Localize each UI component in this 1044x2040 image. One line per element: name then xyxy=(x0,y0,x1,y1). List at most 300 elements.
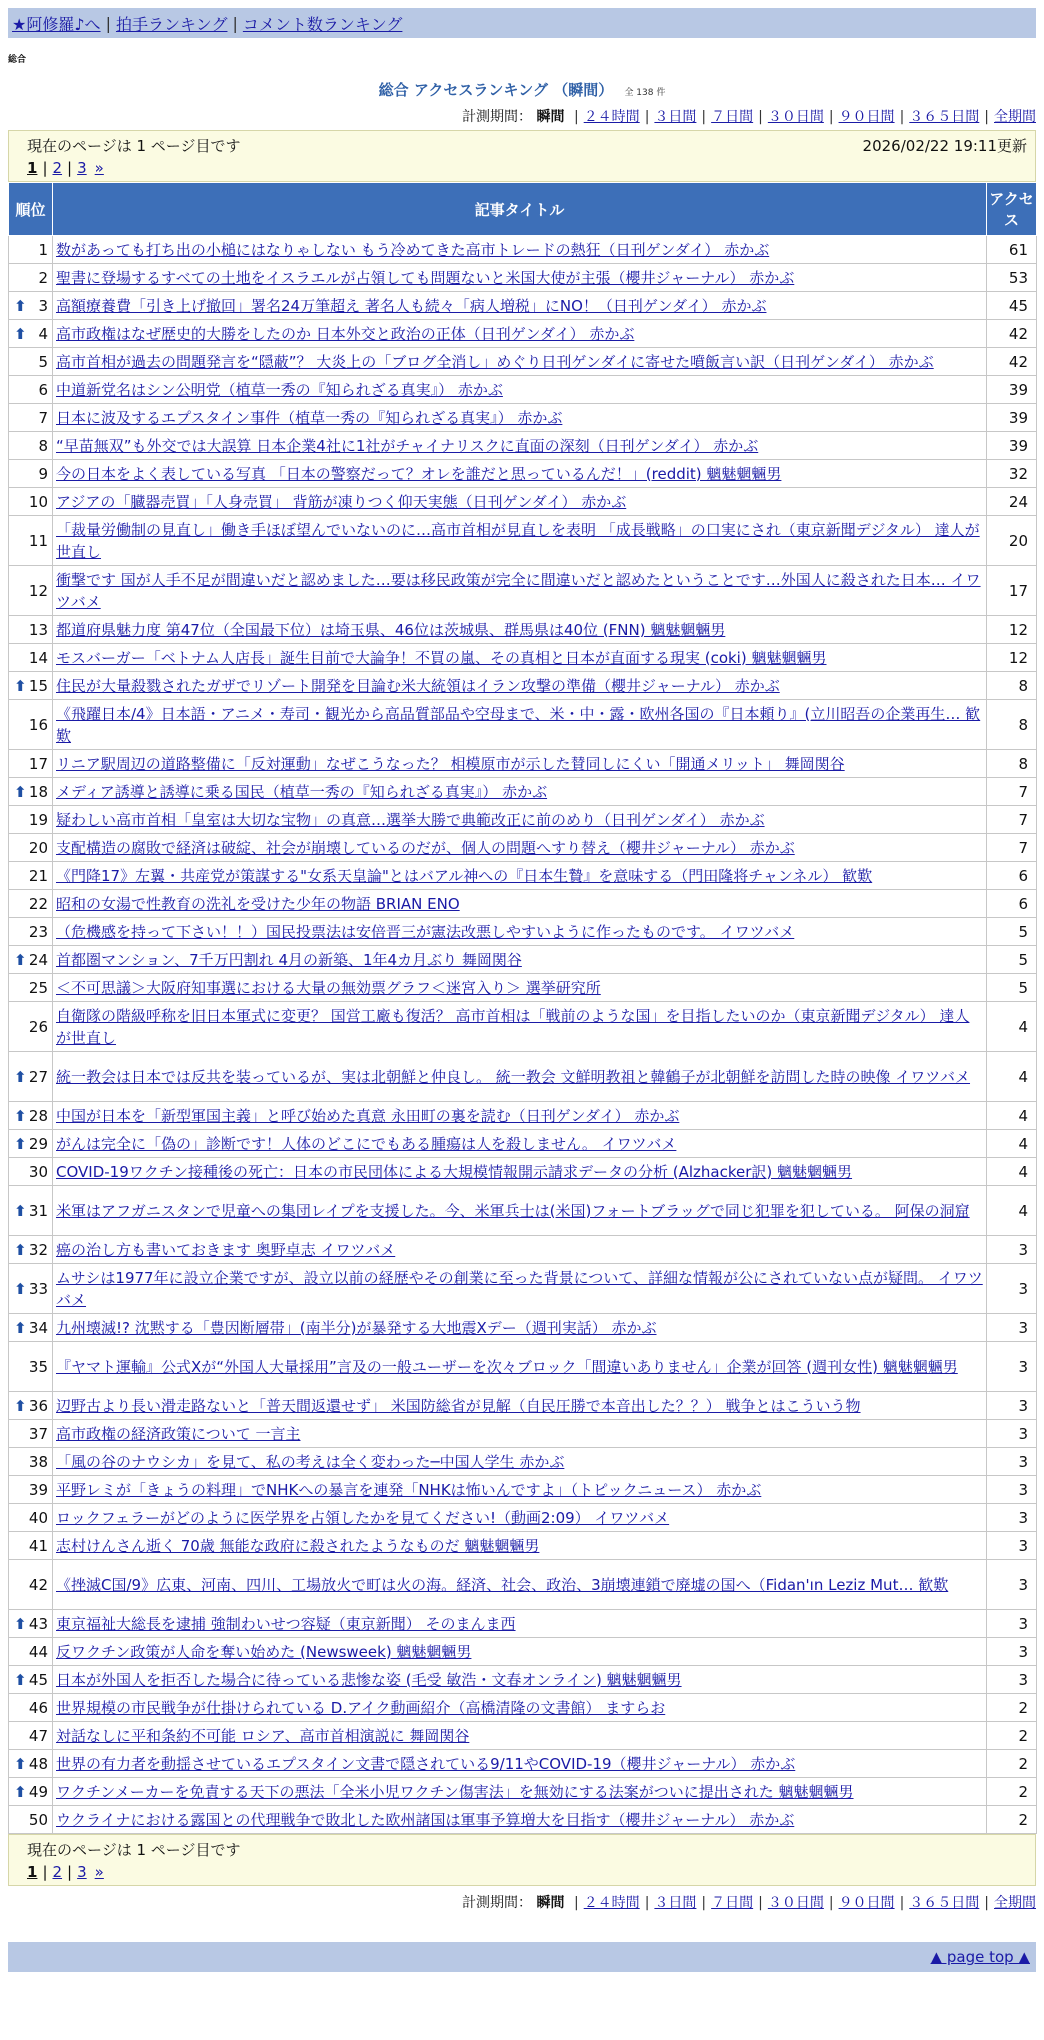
table-row xyxy=(9,778,1037,806)
rank-number: 18 xyxy=(28,782,48,801)
rank-cell xyxy=(9,1236,53,1264)
access-count: 32 xyxy=(987,460,1037,488)
table-row xyxy=(9,264,1037,292)
access-count: 8 xyxy=(987,700,1037,750)
article-title-link[interactable]: “早苗無双”も外交では大誤算 日本企業4社に1社がチャイナリスクに直面の深刻（日刊ゲンダイ） 赤かぶ xyxy=(56,436,759,455)
access-count: 39 xyxy=(987,404,1037,432)
access-count: 20 xyxy=(987,516,1037,566)
title-cell xyxy=(53,376,987,404)
rank-cell xyxy=(9,1420,53,1448)
rank-number: 50 xyxy=(28,1810,48,1829)
rank-cell xyxy=(9,566,53,616)
rank-number: 22 xyxy=(28,894,48,913)
updated-timestamp: 2026/02/22 19:11更新 xyxy=(862,136,1027,155)
period-link[interactable]: ３日間 xyxy=(654,109,697,125)
rank-number: 2 xyxy=(38,268,48,287)
article-title-link[interactable]: 聖書に登場するすべての土地をイスラエルが占領しても問題ないと米国大使が主張（櫻井ジャーナル） 赤かぶ xyxy=(56,268,795,287)
article-title-link[interactable]: 昭和の女湯で性教育の洗礼を受けた少年の物語 BRIAN ENO xyxy=(56,894,460,913)
period-link[interactable]: ９０日間 xyxy=(838,109,895,125)
article-title-link[interactable]: 《門降17》左翼・共産党が策謀する"女系天皇論"とはバアル神への『日本生贄』を意味する（門田隆将チャンネル） 歓歎 xyxy=(56,866,873,885)
article-title-link[interactable]: 日本に波及するエプスタイン事件（植草一秀の『知られざる真実』） 赤かぶ xyxy=(56,408,563,427)
period-separator: | xyxy=(573,1895,579,1911)
article-title-link[interactable]: 平野レミが「きょうの料理」でNHKへの暴言を連発「NHKは怖いんですよ」（トピックニュース） 赤かぶ xyxy=(56,1480,762,1499)
col-header-count: アクセス xyxy=(987,183,1037,236)
access-count: 24 xyxy=(987,488,1037,516)
access-count: 3 xyxy=(987,1392,1037,1420)
table-row xyxy=(9,862,1037,890)
access-count: 7 xyxy=(987,778,1037,806)
title-cell xyxy=(53,750,987,778)
table-row xyxy=(9,1420,1037,1448)
clap-ranking-link[interactable]: 拍手ランキング xyxy=(115,14,228,34)
home-link[interactable]: ★阿修羅♪へ xyxy=(12,14,101,34)
rank-up-arrow-icon: ⬆ xyxy=(14,296,27,315)
page-link-2[interactable]: 2 xyxy=(52,159,63,177)
title-cell xyxy=(53,1778,987,1806)
page-separator: | xyxy=(42,1863,48,1881)
table-row xyxy=(9,1342,1037,1392)
article-title-link[interactable]: 《飛躍日本/4》日本語・アニメ・寿司・観光から高品質部品や空母まで、米・中・露・欧州各国の『日本頼り』(立川昭吾の企業再生… 歓歎 xyxy=(56,704,981,745)
access-count: 53 xyxy=(987,264,1037,292)
col-header-rank: 順位 xyxy=(9,183,53,236)
rank-cell xyxy=(9,1666,53,1694)
rank-cell xyxy=(9,1264,53,1314)
access-count: 2 xyxy=(987,1722,1037,1750)
article-title-link[interactable]: 統一教会は日本では反共を装っているが、実は北朝鮮と仲良し。 統一教会 文鮮明教祖と韓鶴子が北朝鮮を訪問した時の映像 イワツバメ xyxy=(56,1067,971,1086)
rank-up-arrow-icon: ⬆ xyxy=(14,676,27,695)
page-top-link[interactable]: ▲ page top ▲ xyxy=(930,1948,1030,1966)
ranking-title: 総合 アクセスランキング （瞬間） xyxy=(378,81,614,99)
table-row xyxy=(9,1476,1037,1504)
rank-cell xyxy=(9,644,53,672)
rank-number: 5 xyxy=(38,352,48,371)
period-separator: | xyxy=(828,1895,834,1911)
table-row xyxy=(9,1722,1037,1750)
period-link[interactable]: ３６５日間 xyxy=(909,1895,980,1911)
rank-cell xyxy=(9,946,53,974)
access-count: 2 xyxy=(987,1806,1037,1834)
period-link[interactable]: ３日間 xyxy=(654,1895,697,1911)
rank-up-arrow-icon: ⬆ xyxy=(14,1240,27,1259)
period-link[interactable]: 全期間 xyxy=(994,1895,1036,1911)
access-count: 5 xyxy=(987,918,1037,946)
page-separator: | xyxy=(67,1863,73,1881)
rank-number: 31 xyxy=(28,1201,48,1220)
rank-number: 45 xyxy=(28,1670,48,1689)
title-cell xyxy=(53,1102,987,1130)
rank-cell xyxy=(9,460,53,488)
table-row xyxy=(9,1002,1037,1052)
article-title-link[interactable]: 高市政権の経済政策について 一言主 xyxy=(56,1424,301,1443)
table-row xyxy=(9,566,1037,616)
period-selector-top xyxy=(0,106,1036,126)
table-row xyxy=(9,946,1037,974)
rank-up-arrow-icon: ⬆ xyxy=(14,1782,27,1801)
rank-cell xyxy=(9,1750,53,1778)
rank-cell xyxy=(9,750,53,778)
rank-number: 24 xyxy=(28,950,48,969)
title-cell xyxy=(53,1052,987,1102)
title-cell xyxy=(53,1638,987,1666)
rank-number: 14 xyxy=(28,648,48,667)
rank-number: 23 xyxy=(28,922,48,941)
title-cell xyxy=(53,1342,987,1392)
page-link-3-bottom[interactable]: 3 xyxy=(77,1863,87,1881)
article-title-link[interactable]: 《挫滅C国/9》広東、河南、四川、工場放火で町は火の海。経済、社会、政治、3崩壊連鎖で廃墟の国へ（Fidan'ın Leziz Mut… 歓歎 xyxy=(56,1575,949,1594)
title-cell xyxy=(53,1806,987,1834)
title-cell xyxy=(53,1420,987,1448)
genre-label: 総合 xyxy=(8,55,27,65)
rank-cell xyxy=(9,1532,53,1560)
rank-cell xyxy=(9,1186,53,1236)
access-count: 39 xyxy=(987,432,1037,460)
rank-cell xyxy=(9,1806,53,1834)
table-row xyxy=(9,834,1037,862)
access-count: 2 xyxy=(987,1778,1037,1806)
title-cell xyxy=(53,1694,987,1722)
rank-number: 11 xyxy=(28,531,48,550)
rank-number: 6 xyxy=(38,380,48,399)
period-link[interactable]: 全期間 xyxy=(994,109,1036,125)
rank-cell xyxy=(9,1504,53,1532)
rank-cell xyxy=(9,1158,53,1186)
table-row xyxy=(9,1314,1037,1342)
article-title-link[interactable]: 「風の谷のナウシカ」を見て、私の考えは全く変わった─中国人学生 赤かぶ xyxy=(56,1452,565,1471)
article-title-link[interactable]: （危機感を持って下さい！！）国民投票法は安倍晋三が憲法改悪しやすいように作ったものです。 イワツバメ xyxy=(56,922,795,941)
title-cell xyxy=(53,1610,987,1638)
title-cell xyxy=(53,1236,987,1264)
article-title-link[interactable]: 住民が大量殺戮されたガザでリゾート開発を目論む米大統領はイラン攻撃の準備（櫻井ジャーナル） 赤かぶ xyxy=(56,676,780,695)
period-link[interactable]: ２４時間 xyxy=(583,1895,640,1911)
access-count: 3 xyxy=(987,1504,1037,1532)
access-count: 8 xyxy=(987,750,1037,778)
table-row xyxy=(9,488,1037,516)
article-title-link[interactable]: 東京福祉大総長を逮捕 強制わいせつ容疑（東京新聞） そのまんま西 xyxy=(56,1614,516,1633)
article-title-link[interactable]: ワクチンメーカーを免責する天下の悪法「全米小児ワクチン傷害法」を無効にする法案がついに提出された 魑魅魍魎男 xyxy=(56,1782,854,1801)
period-selector-bottom xyxy=(0,1892,1036,1912)
next-page-link[interactable]: » xyxy=(94,159,104,177)
period-separator: | xyxy=(573,109,579,125)
article-title-link[interactable]: がんは完全に「偽の」診断です！人体のどこにでもある腫瘍は人を殺しません。 イワツバメ xyxy=(56,1134,677,1153)
rank-up-arrow-icon: ⬆ xyxy=(14,950,27,969)
article-title-link[interactable]: 九州壊滅!? 沈黙する「豊因断層帯」(南半分)が暴発する大地震Xデー（週刊実話） 赤かぶ xyxy=(56,1318,657,1337)
table-row xyxy=(9,1560,1037,1610)
table-row xyxy=(9,1504,1037,1532)
period-link[interactable]: ７日間 xyxy=(711,109,754,125)
access-count: 4 xyxy=(987,1186,1037,1236)
rank-up-arrow-icon: ⬆ xyxy=(14,1201,27,1220)
table-row xyxy=(9,1666,1037,1694)
title-cell xyxy=(53,1476,987,1504)
title-cell xyxy=(53,236,987,264)
rank-cell xyxy=(9,1314,53,1342)
title-cell xyxy=(53,862,987,890)
rank-number: 16 xyxy=(28,715,48,734)
ranking-heading xyxy=(0,79,1044,100)
period-separator: | xyxy=(758,1895,763,1911)
period-current: 瞬間 xyxy=(536,109,565,125)
nav-separator: | xyxy=(105,13,111,33)
top-nav-bar xyxy=(8,8,1036,38)
article-title-link[interactable]: 首都圏マンション、7千万円割れ 4月の新築、1年4カ月ぶり 舞岡関谷 xyxy=(56,950,522,969)
rank-cell xyxy=(9,1560,53,1610)
title-cell xyxy=(53,264,987,292)
access-count: 7 xyxy=(987,806,1037,834)
rank-number: 26 xyxy=(28,1017,48,1036)
title-cell xyxy=(53,672,987,700)
article-title-link[interactable]: メディア誘導と誘導に乗る国民（植草一秀の『知られざる真実』） 赤かぶ xyxy=(56,782,548,801)
article-title-link[interactable]: アジアの「臓器売買」「人身売買」 背筋が凍りつく仰天実態（日刊ゲンダイ） 赤かぶ xyxy=(56,492,627,511)
title-cell xyxy=(53,1722,987,1750)
period-label: 計測期間： xyxy=(462,109,533,125)
access-count: 3 xyxy=(987,1560,1037,1610)
title-cell xyxy=(53,1666,987,1694)
rank-cell xyxy=(9,1694,53,1722)
rank-cell xyxy=(9,1610,53,1638)
period-link[interactable]: ２４時間 xyxy=(583,109,640,125)
rank-number: 27 xyxy=(28,1067,48,1086)
article-title-link[interactable]: ウクライナにおける露国との代理戦争で敗北した欧州諸国は軍事予算増大を目指す（櫻井ジャーナル） 赤かぶ xyxy=(56,1810,795,1829)
rank-number: 8 xyxy=(38,436,48,455)
access-count: 2 xyxy=(987,1750,1037,1778)
rank-number: 12 xyxy=(28,581,48,600)
table-row xyxy=(9,1392,1037,1420)
article-title-link[interactable]: 中道新党名はシン公明党（植草一秀の『知られざる真実』） 赤かぶ xyxy=(56,380,503,399)
rank-cell xyxy=(9,264,53,292)
table-row xyxy=(9,1610,1037,1638)
table-row xyxy=(9,1806,1037,1834)
page-link-3[interactable]: 3 xyxy=(77,159,87,177)
rank-up-arrow-icon: ⬆ xyxy=(14,782,27,801)
title-cell xyxy=(53,1314,987,1342)
article-title-link[interactable]: 都道府県魅力度 第47位（全国最下位）は埼玉県、46位は茨城県、群馬県は40位 (FNN) 魑魅魍魎男 xyxy=(56,620,726,639)
table-row xyxy=(9,1638,1037,1666)
title-cell xyxy=(53,616,987,644)
rank-up-arrow-icon: ⬆ xyxy=(14,324,27,343)
article-title-link[interactable]: 「裁量労働制の見直し」働き手ほぼ望んでいないのに…高市首相が見直しを表明 「成長戦略」の口実にされ（東京新聞デジタル） 達人が世直し xyxy=(56,520,980,561)
access-count: 4 xyxy=(987,1130,1037,1158)
rank-number: 33 xyxy=(28,1279,48,1298)
access-count: 17 xyxy=(987,566,1037,616)
title-cell xyxy=(53,460,987,488)
total-count: 全 138 件 xyxy=(624,88,666,98)
access-count: 6 xyxy=(987,890,1037,918)
table-row xyxy=(9,1052,1037,1102)
rank-cell xyxy=(9,1052,53,1102)
rank-number: 10 xyxy=(28,492,48,511)
title-cell xyxy=(53,1532,987,1560)
period-separator: | xyxy=(899,109,905,125)
rank-cell xyxy=(9,404,53,432)
rank-up-arrow-icon: ⬆ xyxy=(14,1134,27,1153)
access-count: 3 xyxy=(987,1532,1037,1560)
period-link[interactable]: ３６５日間 xyxy=(909,109,980,125)
rank-number: 19 xyxy=(28,810,48,829)
table-row xyxy=(9,516,1037,566)
period-separator: | xyxy=(758,109,763,125)
rank-number: 46 xyxy=(28,1698,48,1717)
rank-number: 30 xyxy=(28,1162,48,1181)
rank-cell xyxy=(9,862,53,890)
access-count: 5 xyxy=(987,974,1037,1002)
title-cell xyxy=(53,1002,987,1052)
rank-cell xyxy=(9,806,53,834)
article-title-link[interactable]: 世界規模の市民戦争が仕掛けられている D.アイク動画紹介（高橋清隆の文書館） ますらお xyxy=(56,1698,666,1717)
table-row xyxy=(9,750,1037,778)
rank-number: 48 xyxy=(28,1754,48,1773)
article-title-link[interactable]: モスバーガー「ベトナム人店長」誕生目前で大論争！不買の嵐、その真相と日本が直面する現実 (coki) 魑魅魍魎男 xyxy=(56,648,827,667)
rank-number: 9 xyxy=(38,464,48,483)
title-cell xyxy=(53,918,987,946)
title-cell xyxy=(53,404,987,432)
period-current-bottom: 瞬間 xyxy=(536,1895,565,1911)
article-title-link[interactable]: 数があっても打ち出の小槌にはなりゃしない もう冷めてきた高市トレードの熱狂（日刊ゲンダイ） 赤かぶ xyxy=(56,240,770,259)
article-title-link[interactable]: 今の日本をよく表している写真 「日本の警察だって？オレを誰だと思っているんだ！」(reddit) 魑魅魍魎男 xyxy=(56,464,782,483)
title-cell xyxy=(53,348,987,376)
rank-up-arrow-icon: ⬆ xyxy=(14,1067,27,1086)
access-count: 4 xyxy=(987,1052,1037,1102)
rank-cell xyxy=(9,616,53,644)
table-row xyxy=(9,806,1037,834)
article-title-link[interactable]: 衝撃です 国が人手不足が間違いだと認めました…要は移民政策が完全に間違いだと認めたということです…外国人に殺された日本… イワツバメ xyxy=(56,570,981,611)
rank-cell xyxy=(9,1130,53,1158)
table-row xyxy=(9,918,1037,946)
rank-cell xyxy=(9,1002,53,1052)
rank-cell xyxy=(9,778,53,806)
period-separator: | xyxy=(701,1895,707,1911)
access-count: 7 xyxy=(987,834,1037,862)
rank-up-arrow-icon: ⬆ xyxy=(14,1318,27,1337)
access-count: 8 xyxy=(987,672,1037,700)
access-count: 4 xyxy=(987,1102,1037,1130)
rank-cell xyxy=(9,1778,53,1806)
access-count: 12 xyxy=(987,616,1037,644)
article-title-link[interactable]: ロックフェラーがどのように医学界を占領したかを見てください!（動画2:09） イワツバメ xyxy=(56,1508,670,1527)
article-title-link[interactable]: 反ワクチン政策が人命を奪い始めた (Newsweek) 魑魅魍魎男 xyxy=(56,1642,472,1661)
rank-number: 15 xyxy=(28,676,48,695)
page-link-2-bottom[interactable]: 2 xyxy=(52,1863,63,1881)
access-count: 3 xyxy=(987,1666,1037,1694)
rank-cell xyxy=(9,516,53,566)
article-title-link[interactable]: 疑わしい高市首相「皇室は大切な宝物」の真意…選挙大勝で典範改正に前のめり（日刊ゲンダイ） 赤かぶ xyxy=(56,810,765,829)
article-title-link[interactable]: 米軍はアフガニスタンで児童への集団レイプを支援した。今、米軍兵士は(米国)フォートブラッグで同じ犯罪を犯している。 阿保の洞窟 xyxy=(56,1201,970,1220)
article-title-link[interactable]: ＜不可思議＞大阪府知事選における大量の無効票グラフ＜迷宮入り＞ 選挙研究所 xyxy=(56,978,601,997)
title-cell xyxy=(53,1392,987,1420)
article-title-link[interactable]: 日本が外国人を拒否した場合に待っている悲惨な姿 (毛受 敏浩・文春オンライン) 魑魅魍魎男 xyxy=(56,1670,682,1689)
rank-number: 44 xyxy=(28,1642,48,1661)
rank-number: 1 xyxy=(38,240,48,259)
title-cell xyxy=(53,566,987,616)
article-title-link[interactable]: COVID-19ワクチン接種後の死亡：日本の市民団体による大規模情報開示請求データの分析 (Alzhacker訳) 魑魅魍魎男 xyxy=(56,1162,853,1181)
table-row xyxy=(9,890,1037,918)
rank-number: 37 xyxy=(28,1424,48,1443)
article-title-link[interactable]: 高市政権はなぜ歴史的大勝をしたのか 日本外交と政治の正体（日刊ゲンダイ） 赤かぶ xyxy=(56,324,635,343)
title-cell xyxy=(53,1448,987,1476)
access-count: 2 xyxy=(987,1694,1037,1722)
article-title-link[interactable]: 対話なしに平和条約不可能 ロシア、高市首相演説に 舞岡関谷 xyxy=(56,1726,470,1745)
rank-cell xyxy=(9,918,53,946)
article-title-link[interactable]: 高市首相が過去の問題発言を“隠蔽”？ 大炎上の「ブログ全消し」めぐり日刊ゲンダイに寄せた噴飯言い訳（日刊ゲンダイ） 赤かぶ xyxy=(56,352,934,371)
period-link[interactable]: ３０日間 xyxy=(767,1895,824,1911)
title-cell xyxy=(53,834,987,862)
table-row xyxy=(9,1750,1037,1778)
title-cell xyxy=(53,488,987,516)
period-separator: | xyxy=(984,1895,989,1911)
period-separator: | xyxy=(984,109,989,125)
article-title-link[interactable]: 中国が日本を「新型軍国主義」と呼び始めた真意 永田町の裏を読む（日刊ゲンダイ） 赤かぶ xyxy=(56,1106,680,1125)
period-link[interactable]: ３０日間 xyxy=(767,109,824,125)
period-separator: | xyxy=(644,1895,650,1911)
rank-number: 39 xyxy=(28,1480,48,1499)
table-row xyxy=(9,292,1037,320)
access-count: 3 xyxy=(987,1476,1037,1504)
access-count: 39 xyxy=(987,376,1037,404)
access-count: 61 xyxy=(987,236,1037,264)
comment-ranking-link[interactable]: コメント数ランキング xyxy=(242,14,403,34)
article-title-link[interactable]: 世界の有力者を動揺させているエプスタイン文書で隠されている9/11やCOVID-19（櫻井ジャーナル） 赤かぶ xyxy=(56,1754,796,1773)
rank-number: 7 xyxy=(38,408,48,427)
article-title-link[interactable]: 自衛隊の階級呼称を旧日本軍式に変更？ 国営工廠も復活？ 高市首相は「戦前のような国」を目指したいのか（東京新聞デジタル） 達人が世直し xyxy=(56,1006,970,1047)
page-current-bottom: 1 xyxy=(27,1863,38,1881)
article-title-link[interactable]: 高額療養費「引き上げ撤回」署名24万筆超え 著名人も続々「病人増税」にNO！（日刊ゲンダイ） 赤かぶ xyxy=(56,296,767,315)
article-title-link[interactable]: 『ヤマト運輸』公式Xが“外国人大量採用”言及の一般ユーザーを次々ブロック「間違いありません」企業が回答 (週刊女性) 魑魅魍魎男 xyxy=(56,1357,958,1376)
rank-cell xyxy=(9,348,53,376)
table-row xyxy=(9,616,1037,644)
rank-cell xyxy=(9,1638,53,1666)
access-count: 3 xyxy=(987,1420,1037,1448)
article-title-link[interactable]: 辺野古より長い滑走路ないと「普天間返還せず」 米国防総省が見解（自民圧勝で本音出した？？） 戦争とはこういう物 xyxy=(56,1396,861,1415)
title-cell xyxy=(53,890,987,918)
rank-number: 49 xyxy=(28,1782,48,1801)
rank-up-arrow-icon: ⬆ xyxy=(14,1279,27,1298)
footer-bar xyxy=(8,1942,1036,1972)
access-count: 3 xyxy=(987,1236,1037,1264)
title-cell xyxy=(53,1264,987,1314)
access-count: 12 xyxy=(987,644,1037,672)
article-title-link[interactable]: リニア駅周辺の道路整備に「反対運動」なぜこうなった？ 相模原市が示した賛同しにくい「開通メリット」 舞岡関谷 xyxy=(56,754,845,773)
table-row xyxy=(9,1158,1037,1186)
page-current: 1 xyxy=(27,159,38,177)
title-cell xyxy=(53,516,987,566)
rank-cell xyxy=(9,376,53,404)
article-title-link[interactable]: 癌の治し方も書いておきます 奥野卓志 イワツバメ xyxy=(56,1240,396,1259)
access-count: 4 xyxy=(987,1158,1037,1186)
rank-cell xyxy=(9,1342,53,1392)
rank-cell xyxy=(9,890,53,918)
rank-cell xyxy=(9,432,53,460)
article-title-link[interactable]: 志村けんさん逝く 70歳 無能な政府に殺されたようなものだ 魑魅魍魎男 xyxy=(56,1536,540,1555)
table-row xyxy=(9,1102,1037,1130)
pager-top xyxy=(8,130,1036,182)
table-row xyxy=(9,1694,1037,1722)
period-link[interactable]: ７日間 xyxy=(711,1895,754,1911)
rank-number: 28 xyxy=(28,1106,48,1125)
rank-cell xyxy=(9,672,53,700)
rank-cell xyxy=(9,1722,53,1750)
rank-cell xyxy=(9,292,53,320)
article-title-link[interactable]: 支配構造の腐敗で経済は破綻、社会が崩壊しているのだが、個人の問題へすり替え（櫻井ジャーナル） 赤かぶ xyxy=(56,838,795,857)
rank-number: 35 xyxy=(28,1357,48,1376)
title-cell xyxy=(53,946,987,974)
next-page-link-bottom[interactable]: » xyxy=(94,1863,104,1881)
access-count: 4 xyxy=(987,1002,1037,1052)
rank-number: 41 xyxy=(28,1536,48,1555)
table-row xyxy=(9,672,1037,700)
title-cell xyxy=(53,700,987,750)
article-title-link[interactable]: ムサシは1977年に設立企業ですが、設立以前の経歴やその創業に至った背景について、詳細な情報が公にされていない点が疑問。 イワツバメ xyxy=(56,1268,983,1309)
access-count: 42 xyxy=(987,348,1037,376)
period-link[interactable]: ９０日間 xyxy=(838,1895,895,1911)
